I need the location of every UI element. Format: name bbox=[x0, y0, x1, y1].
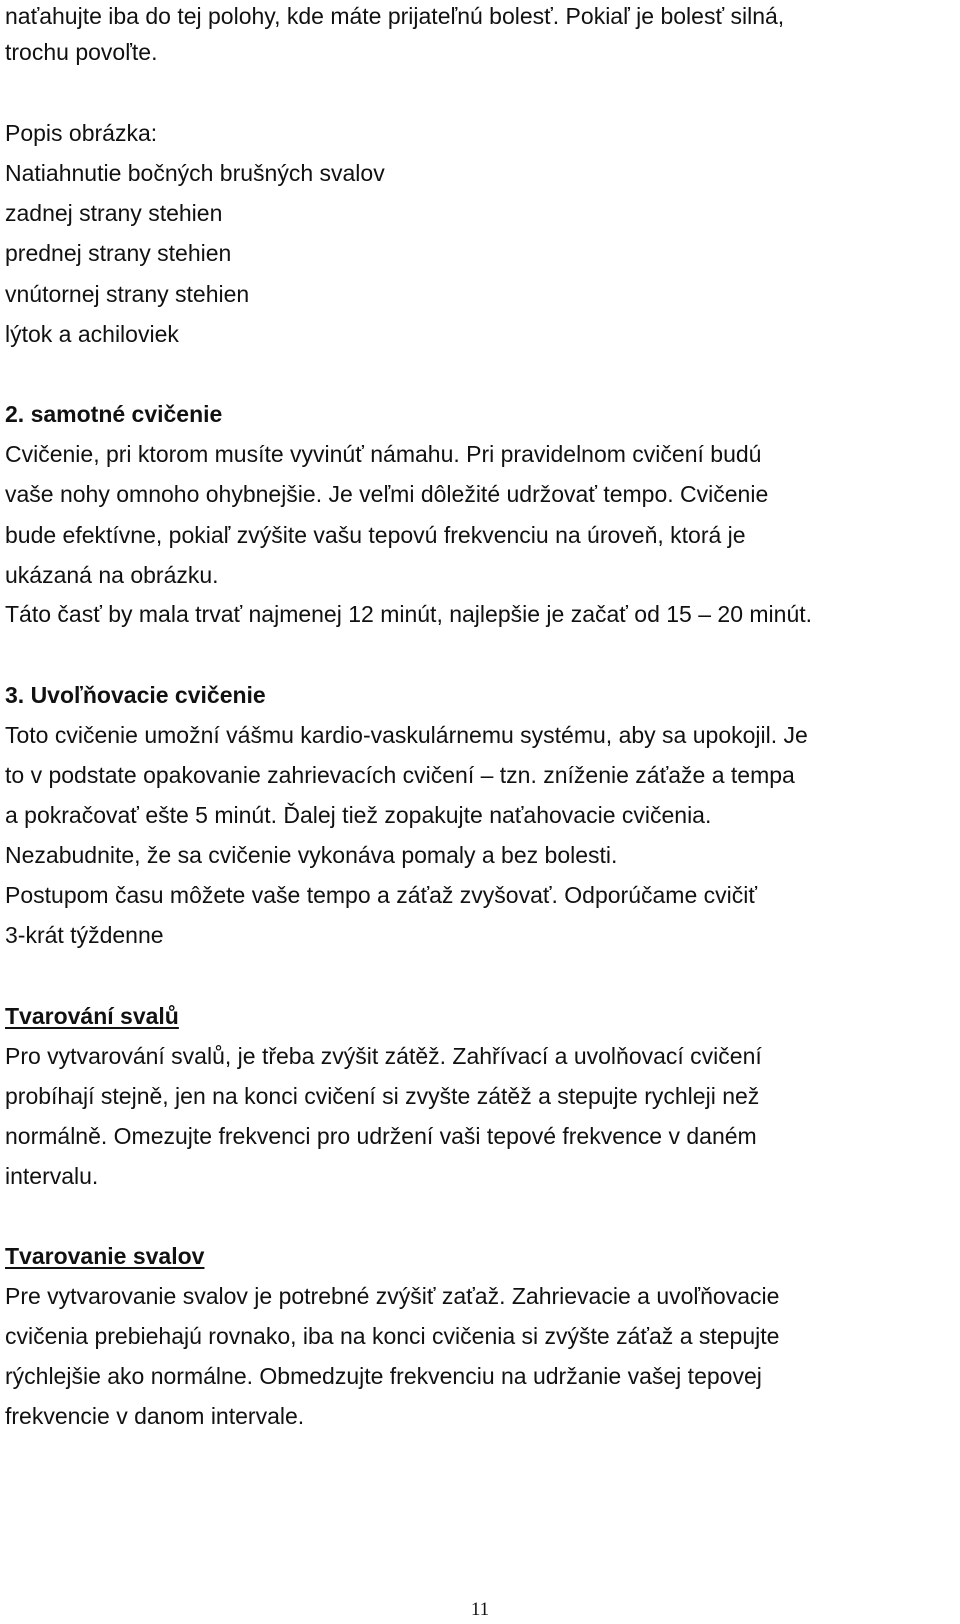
paragraph-line: a pokračovať ešte 5 minút. Ďalej tiež zopakujte naťahovacie cvičenia. bbox=[5, 802, 712, 828]
paragraph-line: to v podstate opakovanie zahrievacích cvičení – tzn. zníženie záťaže a tempa bbox=[5, 762, 795, 788]
picture-caption-item: zadnej strany stehien bbox=[5, 200, 223, 226]
paragraph-line: bude efektívne, pokiaľ zvýšite vašu tepovú frekvenciu na úroveň, ktorá je bbox=[5, 522, 746, 548]
paragraph-line: 3-krát týždenne bbox=[5, 922, 164, 948]
picture-caption-item: vnútornej strany stehien bbox=[5, 281, 250, 307]
intro-line: trochu povoľte. bbox=[5, 39, 158, 65]
paragraph-line: Pro vytvarování svalů, je třeba zvýšit zátěž. Zahřívací a uvolňovací cvičení bbox=[5, 1043, 762, 1069]
intro-line: naťahujte iba do tej polohy, kde máte prijateľnú bolesť. Pokiaľ je bolesť silná, bbox=[5, 3, 785, 29]
picture-caption-item: Natiahnutie bočných brušných svalov bbox=[5, 160, 385, 186]
paragraph-line: vaše nohy omnoho ohybnejšie. Je veľmi dôležité udržovať tempo. Cvičenie bbox=[5, 481, 769, 507]
picture-caption-heading: Popis obrázka: bbox=[5, 120, 158, 146]
section-heading: Tvarovanie svalov bbox=[5, 1243, 205, 1269]
paragraph-line: normálně. Omezujte frekvenci pro udržení vaši tepové frekvence v daném bbox=[5, 1123, 757, 1149]
page-number: 11 bbox=[470, 1599, 490, 1620]
paragraph-line: Postupom času môžete vaše tempo a záťaž zvyšovať. Odporúčame cvičiť bbox=[5, 882, 757, 908]
paragraph-line: Pre vytvarovanie svalov je potrebné zvýšiť zaťaž. Zahrievacie a uvoľňovacie bbox=[5, 1283, 780, 1309]
paragraph-line: intervalu. bbox=[5, 1163, 99, 1189]
paragraph-line: frekvencie v danom intervale. bbox=[5, 1403, 305, 1429]
picture-caption-item: prednej strany stehien bbox=[5, 240, 232, 266]
paragraph-line: cvičenia prebiehajú rovnako, iba na konci cvičenia si zvýšte záťaž a stepujte bbox=[5, 1323, 780, 1349]
paragraph-line: rýchlejšie ako normálne. Obmedzujte frekvenciu na udržanie vašej tepovej bbox=[5, 1363, 762, 1389]
paragraph-line: probíhají stejně, jen na konci cvičení si zvyšte zátěž a stepujte rychleji než bbox=[5, 1083, 760, 1109]
paragraph-line: Nezabudnite, že sa cvičenie vykonáva pomaly a bez bolesti. bbox=[5, 842, 618, 868]
section-heading: 2. samotné cvičenie bbox=[5, 401, 223, 427]
paragraph-line: Táto časť by mala trvať najmenej 12 minút, najlepšie je začať od 15 – 20 minút. bbox=[5, 601, 813, 627]
section-heading: Tvarování svalů bbox=[5, 1003, 179, 1029]
section-heading: 3. Uvoľňovacie cvičenie bbox=[5, 682, 266, 708]
paragraph-line: Cvičenie, pri ktorom musíte vyvinúť námahu. Pri pravidelnom cvičení budú bbox=[5, 441, 762, 467]
paragraph-line: ukázaná na obrázku. bbox=[5, 562, 219, 588]
paragraph-line: Toto cvičenie umožní vášmu kardio-vaskulárnemu systému, aby sa upokojil. Je bbox=[5, 722, 808, 748]
picture-caption-item: lýtok a achiloviek bbox=[5, 321, 179, 347]
